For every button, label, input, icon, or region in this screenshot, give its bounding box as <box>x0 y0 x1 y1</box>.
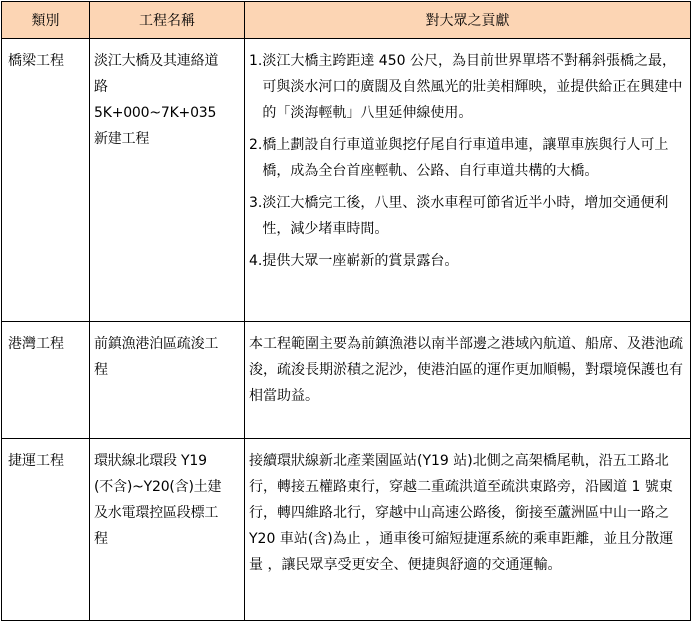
list-item-number: 2. <box>249 137 263 153</box>
category-text: 橋梁工程 <box>8 53 64 69</box>
list-item-number: 1. <box>249 53 263 69</box>
project-name-line: 前鎮漁港泊區疏浚工 <box>94 336 219 352</box>
contribution-table <box>1 1 691 621</box>
project-name-line: 程 <box>94 362 108 378</box>
category-cell <box>2 322 90 439</box>
project-name-line: 路 <box>94 79 108 95</box>
category-cell <box>2 39 90 322</box>
list-item-text: 淡江大橋完工後，八里、淡水車程可節省近半小時，增加交通便利性，減少堵車時間。 <box>262 195 669 237</box>
list-item <box>249 48 686 126</box>
table-row <box>2 39 691 322</box>
contribution-paragraph: 本工程範圍主要為前鎮漁港以南半部邊之港域內航道、船席、及港池疏浚，疏浚長期淤積之泥沙，使港泊區的運作更加順暢，對環境保護也有相當助益。 <box>249 336 683 404</box>
project-name <box>90 39 244 156</box>
list-item-text: 橋上劃設自行車道並與挖仔尾自行車道串連，讓單車族與行人可上橋，成為全台首座輕軌、公路、自行車道共構的大橋。 <box>262 137 669 179</box>
table-row <box>2 439 691 621</box>
header-category: 類別 <box>2 2 90 39</box>
project-name-line: 5K+000~7K+035 <box>94 105 217 121</box>
contribution-text <box>245 322 690 413</box>
project-name <box>90 322 244 387</box>
list-item-number: 4. <box>249 253 263 269</box>
list-item-number: 3. <box>249 195 263 211</box>
contribution-list <box>245 39 690 278</box>
category-cell <box>2 439 90 621</box>
list-item <box>249 248 686 274</box>
list-item <box>249 190 686 242</box>
header-row <box>2 2 691 39</box>
project-name-cell <box>90 322 245 439</box>
contribution-cell <box>245 439 691 621</box>
project-name-line: 淡江大橋及其連絡道 <box>94 53 219 69</box>
category-text: 捷運工程 <box>8 453 64 469</box>
project-name-cell <box>90 39 245 322</box>
project-name-line: 程 <box>94 531 108 547</box>
contribution-cell <box>245 39 691 322</box>
project-name-line: (不含)~Y20(含)土建 <box>94 479 222 495</box>
header-contribution: 對大眾之貢獻 <box>245 2 691 39</box>
project-name-cell <box>90 439 245 621</box>
project-name-line: 及水電環控區段標工 <box>94 505 219 521</box>
header-project-name: 工程名稱 <box>90 2 245 39</box>
category-text: 港灣工程 <box>8 336 64 352</box>
table-row <box>2 322 691 439</box>
contribution-paragraph: 接續環狀線新北產業園區站(Y19 站)北側之高架橋尾軌，沿五工路北行，轉接五權路東行，穿越二重疏洪道至疏洪東路旁，沿國道 1 號東行，轉四維路北行，穿越中山高速公路後，銜接至蘆洲區中山一路之 Y20 車站(含)為止 ，通車後可縮短捷運系統的乘車距離，並且分散運量 ，讓民眾享受更安全、便捷與舒適的交通運輸。 <box>249 453 674 573</box>
project-name <box>90 439 244 556</box>
list-item-text: 淡江大橋主跨距達 450 公尺，為目前世界單塔不對稱斜張橋之最，可與淡水河口的廣闊及自然風光的壯美相輝映，並提供給正在興建中的「淡海輕軌」八里延伸線使用。 <box>262 53 683 121</box>
project-name-line: 環狀線北環段 Y19 <box>94 453 207 469</box>
list-item <box>249 132 686 184</box>
contribution-cell <box>245 322 691 439</box>
list-item-text: 提供大眾一座嶄新的賞景露台。 <box>262 253 459 269</box>
contribution-text <box>245 439 690 582</box>
project-name-line: 新建工程 <box>94 131 150 147</box>
